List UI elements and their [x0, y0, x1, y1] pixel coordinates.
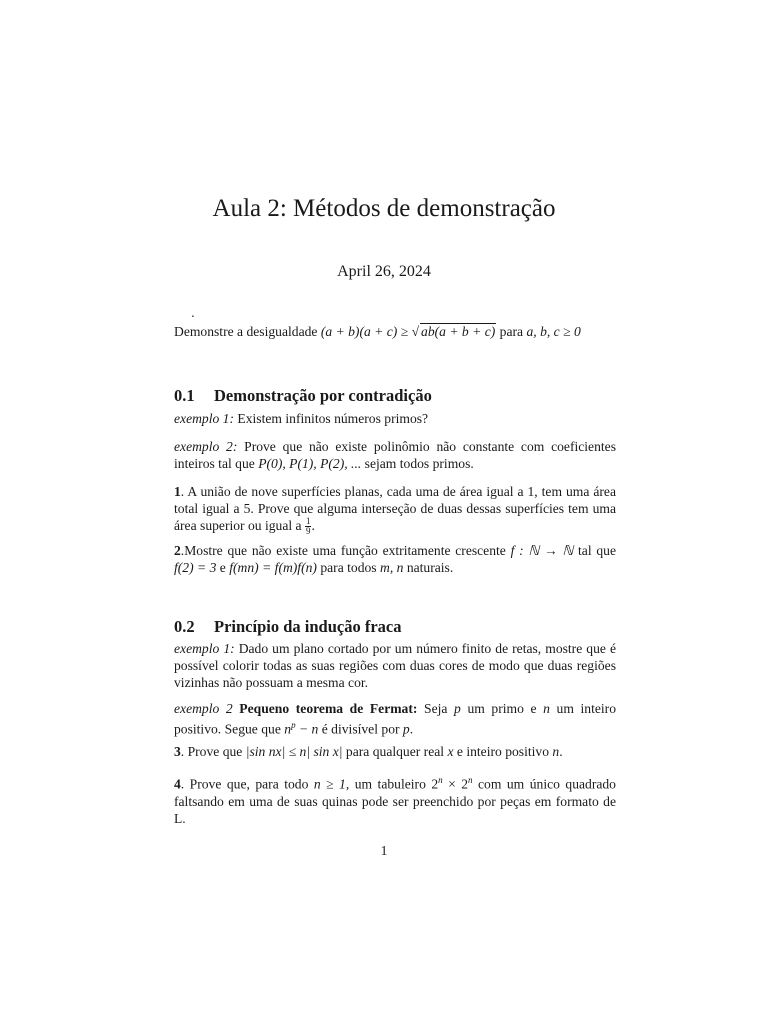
problem-text: com um único quadrado faltsando em uma de suas quinas pode ser preenchido por peças em formato de L. — [174, 776, 616, 826]
example-label: exemplo 2: — [174, 439, 238, 454]
example-label: exemplo 1: — [174, 641, 235, 656]
page-title: Aula 2: Métodos de demonstração — [212, 195, 556, 222]
example-label: exemplo 1: — [174, 411, 235, 426]
s2-problem-4 — [174, 772, 616, 827]
section-heading-2 — [174, 617, 401, 637]
intro-lhs: (a + b)(a + c) ≥ — [320, 324, 412, 339]
s2-problem-3 — [174, 743, 616, 760]
problem-text: . — [311, 518, 315, 533]
problem-number: 3 — [174, 744, 181, 759]
math: |sin nx| ≤ n| sin x| — [245, 744, 343, 759]
problem-text: para todos — [316, 560, 380, 575]
example-text: Existem infinitos números primos? — [234, 411, 429, 426]
s1-problem-2 — [174, 542, 616, 576]
s2-example-1 — [174, 640, 616, 691]
math: P(0), P(1), P(2), ... — [258, 456, 362, 471]
page-number: 1 — [380, 843, 388, 858]
intro-text: Demonstre a desigualdade — [174, 324, 321, 339]
section-title: Demonstração por contradição — [214, 386, 432, 405]
problem-text: . Prove que — [180, 744, 246, 759]
problem-text: e inteiro positivo — [453, 744, 553, 759]
intro-sqrt: ab(a + b + c) — [421, 324, 496, 339]
math: n ≥ 1 — [313, 776, 346, 792]
problem-text: .Mostre que não existe uma função extritamente crescente — [180, 543, 511, 558]
problem-text: para qualquer real — [342, 744, 448, 759]
math: n — [552, 744, 560, 759]
s1-example-2 — [174, 438, 616, 472]
math: n — [543, 701, 550, 716]
section-title: Princípio da indução fraca — [214, 617, 402, 636]
math-superscript: n — [468, 775, 473, 785]
math: p — [454, 701, 461, 716]
math: p — [402, 721, 410, 737]
problem-number: 2 — [174, 543, 181, 558]
math: f : ℕ → ℕ — [510, 543, 574, 558]
section-heading-1 — [174, 386, 432, 406]
problem-text: . — [559, 744, 563, 759]
s1-problem-1 — [174, 483, 616, 536]
math: 2 — [461, 776, 469, 792]
section-number: 0.1 — [174, 386, 195, 405]
math: n — [284, 721, 292, 737]
math: f(mn) = f(m)f(n) — [229, 560, 317, 575]
example-label: exemplo 2 — [174, 701, 233, 716]
example-text: é divisível por — [318, 721, 403, 737]
math: f(2) = 3 — [174, 560, 217, 575]
intro-condition: a, b, c ≥ 0 — [526, 324, 581, 339]
math: × — [442, 776, 462, 792]
example-text: um inteiro positivo. Segue que — [174, 701, 617, 737]
math: m, n — [380, 560, 404, 575]
theorem-name: Pequeno teorema de Fermat: — [232, 701, 418, 716]
intro-after: para — [496, 324, 527, 339]
math-superscript: p — [291, 720, 296, 730]
fraction-denominator: 9 — [305, 526, 311, 536]
problem-text: tal que — [573, 543, 616, 558]
example-text: um primo e — [460, 701, 544, 716]
math: − n — [295, 721, 319, 737]
problem-text: . Prove que, para todo — [180, 776, 314, 792]
stray-dot: . — [191, 306, 195, 320]
math: x — [447, 744, 454, 759]
fraction-numerator: 1 — [305, 516, 311, 526]
example-text: sejam todos primos. — [361, 456, 474, 471]
problem-number: 4 — [174, 776, 181, 792]
example-text: Dado um plano cortado por um número finito de retas, mostre que é possível colorir todas as suas regiões com duas cores de modo que duas regiões vizinhas não possuam a mesma cor. — [174, 641, 616, 690]
example-text: Prove que não existe polinômio não constante com coeficientes inteiros tal que — [174, 439, 616, 471]
math: 2 — [431, 776, 439, 792]
math-superscript: n — [438, 775, 443, 785]
example-text: . — [409, 721, 414, 737]
s2-example-2 — [174, 700, 616, 738]
problem-number: 1 — [174, 484, 181, 499]
example-text: Seja — [417, 701, 455, 716]
intro-paragraph: Demonstre a desigualdade (a + b)(a + c) ≥ √ ab(a + b + c) para a, b, c ≥ 0 — [174, 324, 581, 339]
problem-text: e — [216, 560, 230, 575]
section-number: 0.2 — [174, 617, 195, 636]
problem-text: naturais. — [403, 560, 454, 575]
document-date: April 26, 2024 — [337, 263, 431, 280]
problem-text: , um tabuleiro — [345, 776, 432, 792]
problem-text: . A união de nove superfícies planas, cada uma de área igual a 1, tem uma área total igual a 5. Prove que alguma interseção de duas dessas superfícies tem uma área superior ou igual a — [174, 484, 616, 533]
s1-example-1 — [174, 410, 616, 427]
